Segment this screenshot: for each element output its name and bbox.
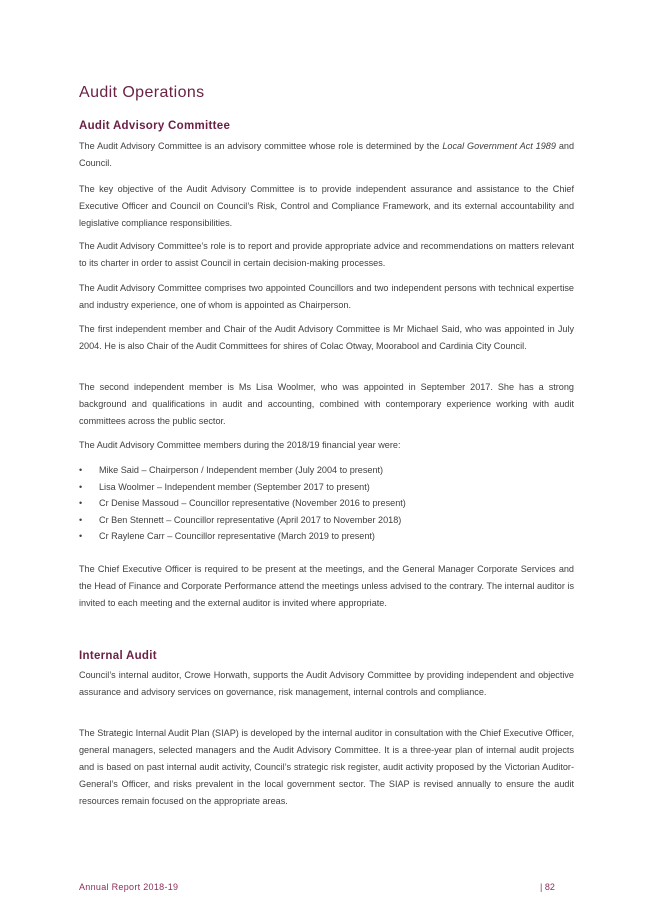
bullet-icon: • — [79, 465, 83, 475]
member-text: Cr Denise Massoud – Councillor representative (November 2016 to present) — [99, 498, 406, 508]
section-heading-audit-advisory-committee: Audit Advisory Committee — [79, 120, 231, 132]
paragraph-internal-auditor: Council’s internal auditor, Crowe Horwath, supports the Audit Advisory Committee by providing independent and objective assurance and advisory services on governance, risk management, internal controls and compliance. — [79, 670, 574, 697]
bullet-icon: • — [79, 481, 83, 492]
list-item — [79, 528, 406, 545]
list-item — [79, 462, 406, 479]
act-title: Local Government Act 1989 — [442, 141, 556, 151]
list-item — [79, 479, 406, 496]
paragraph-siap: The Strategic Internal Audit Plan (SIAP) is developed by the internal auditor in consultation with the Chief Executive Officer, general managers, selected managers and the Audit Advisory Committee. It is a three-year plan of internal audit projects and is based on past internal audit activity, Council’s strategic risk register, audit activity proposed by the Victorian Auditor-General’s Officer, and risks prevalent in the local government sector. The SIAP is revised annually to ensure the audit resources remain focused on the appropriate areas. — [79, 728, 574, 806]
paragraph-aac-role-end: and Council. — [79, 141, 575, 168]
bullet-icon: • — [79, 498, 83, 508]
member-text: Mike Said – Chairperson / Independent member (July 2004 to present) — [99, 465, 384, 475]
list-item — [79, 512, 406, 529]
paragraph-meeting-attendance: The Chief Executive Officer is required to be present at the meetings, and the General Manager Corporate Services and the Head of Finance and Corporate Performance attend the meetings unless advised to the contrary. The internal auditor is invited to each meeting and the external auditor is invited where appropriate. — [79, 564, 574, 608]
paragraph-aac-role-text: The Audit Advisory Committee is an advisory committee whose role is determined by the — [79, 141, 443, 151]
paragraph-aac-objective: The key objective of the Audit Advisory Committee is to provide independent assurance and assistance to the Chief Executive Officer and Council on Council’s Risk, Control and Compliance Framework, and its external accountability and legislative compliance responsibilities. — [79, 184, 574, 228]
list-item — [79, 495, 406, 512]
member-text: Lisa Woolmer – Independent member (September 2017 to present) — [99, 481, 370, 492]
footer-page-number: | 82 — [540, 882, 555, 892]
member-text: Cr Ben Stennett – Councillor representative (April 2017 to November 2018) — [99, 514, 402, 525]
paragraph-aac-reporting: The Audit Advisory Committee’s role is to report and provide appropriate advice and recommendations on matters relevant to its charter in order to assist Council in certain decision-making processes. — [79, 241, 574, 268]
paragraph-second-member: The second independent member is Ms Lisa Woolmer, who was appointed in September 2017. She has a strong background and qualifications in audit and accounting, combined with contemporary experience working with audit committees across the public sector. — [79, 382, 574, 426]
footer-report-title: Annual Report 2018-19 — [79, 882, 179, 892]
bullet-icon: • — [79, 531, 83, 541]
paragraph-aac-role — [79, 138, 574, 172]
bullet-icon: • — [79, 514, 83, 525]
section-heading-internal-audit: Internal Audit — [79, 650, 157, 662]
member-text: Cr Raylene Carr – Councillor representative (March 2019 to present) — [99, 531, 375, 541]
members-list — [79, 462, 406, 545]
paragraph-members-intro: The Audit Advisory Committee members during the 2018/19 financial year were: — [79, 440, 401, 450]
page-title: Audit Operations — [79, 84, 205, 101]
paragraph-first-member: The first independent member and Chair of the Audit Advisory Committee is Mr Michael Said, who was appointed in July 2004. He is also Chair of the Audit Committees for shires of Colac Otway, Moorabool and Cardinia City Council. — [79, 324, 574, 351]
paragraph-aac-composition: The Audit Advisory Committee comprises two appointed Councillors and two independent persons with technical expertise and industry experience, one of whom is appointed as Chairperson. — [79, 283, 574, 310]
